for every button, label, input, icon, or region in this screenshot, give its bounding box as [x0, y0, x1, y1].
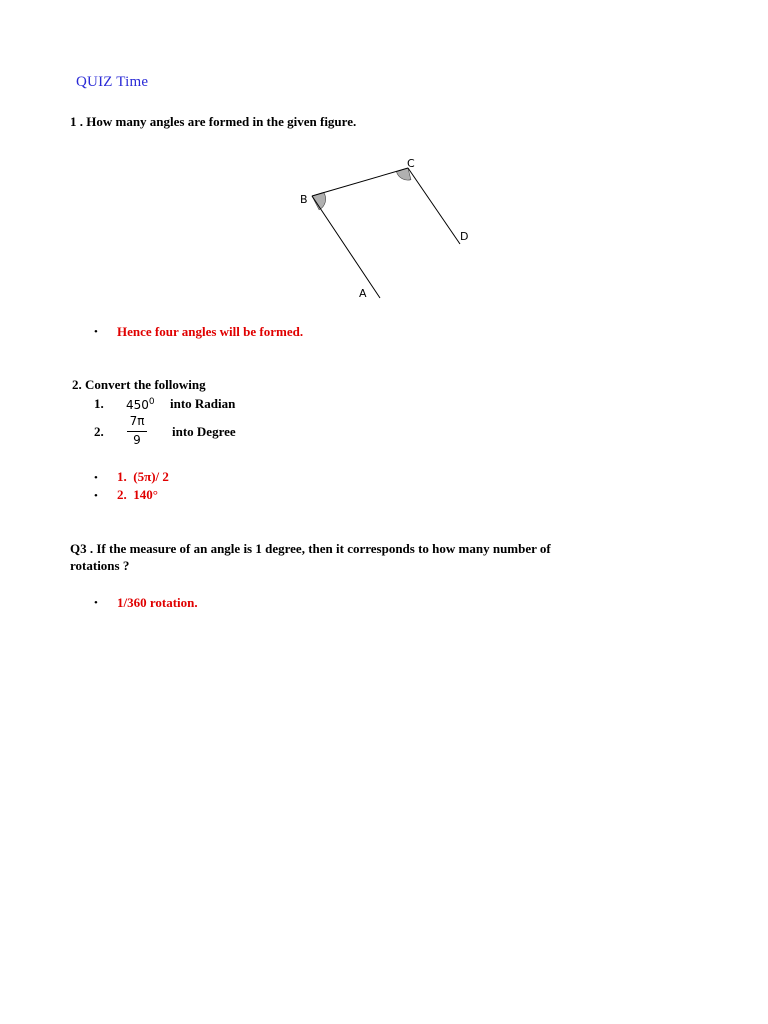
label-b: B: [300, 193, 308, 206]
bullet: •: [94, 490, 98, 502]
question-3-line-1: Q3 . If the measure of an angle is 1 degree, then it corresponds to how many number of: [70, 541, 551, 556]
q2-answer-1: [117, 469, 169, 485]
question-2-text: 2. Convert the following: [72, 377, 206, 392]
value-450: 450: [126, 398, 149, 412]
q2-answer-1-number: 1.: [117, 469, 127, 484]
label-d: D: [460, 230, 469, 243]
q2-answer-2: [117, 487, 158, 503]
q2-item-1-label: into Radian: [170, 396, 236, 411]
line-cd: [408, 168, 460, 244]
question-1-answer: Hence four angles will be formed.: [117, 324, 304, 339]
value-450-superscript: 0: [148, 397, 155, 407]
q2-item-1-value: [126, 397, 155, 412]
fraction-bar: [127, 431, 147, 432]
question-1-text: 1 . How many angles are formed in the given figure.: [70, 114, 357, 129]
bullet: •: [94, 597, 98, 609]
question-3-line-2: rotations ?: [70, 558, 130, 573]
bullet: •: [94, 472, 98, 484]
label-a: A: [359, 287, 367, 300]
bullet: •: [94, 326, 98, 338]
line-bc: [312, 168, 408, 196]
q2-answer-2-number: 2.: [117, 487, 127, 502]
angle-figure: [0, 0, 768, 320]
q2-answer-2-text: 140°: [133, 487, 158, 502]
line-ba: [312, 196, 380, 298]
q2-item-2-label: into Degree: [172, 424, 236, 439]
fraction-denominator: 9: [133, 433, 141, 447]
q2-item-1-number: 1.: [94, 396, 104, 411]
label-c: C: [407, 157, 415, 170]
quiz-title: QUIZ Time: [76, 74, 149, 90]
q2-answer-1-text: (5π)/ 2: [133, 469, 169, 484]
question-3-answer: 1/360 rotation.: [117, 595, 198, 610]
fraction-numerator: 7π: [129, 414, 145, 428]
q2-item-2-number: 2.: [94, 424, 104, 439]
